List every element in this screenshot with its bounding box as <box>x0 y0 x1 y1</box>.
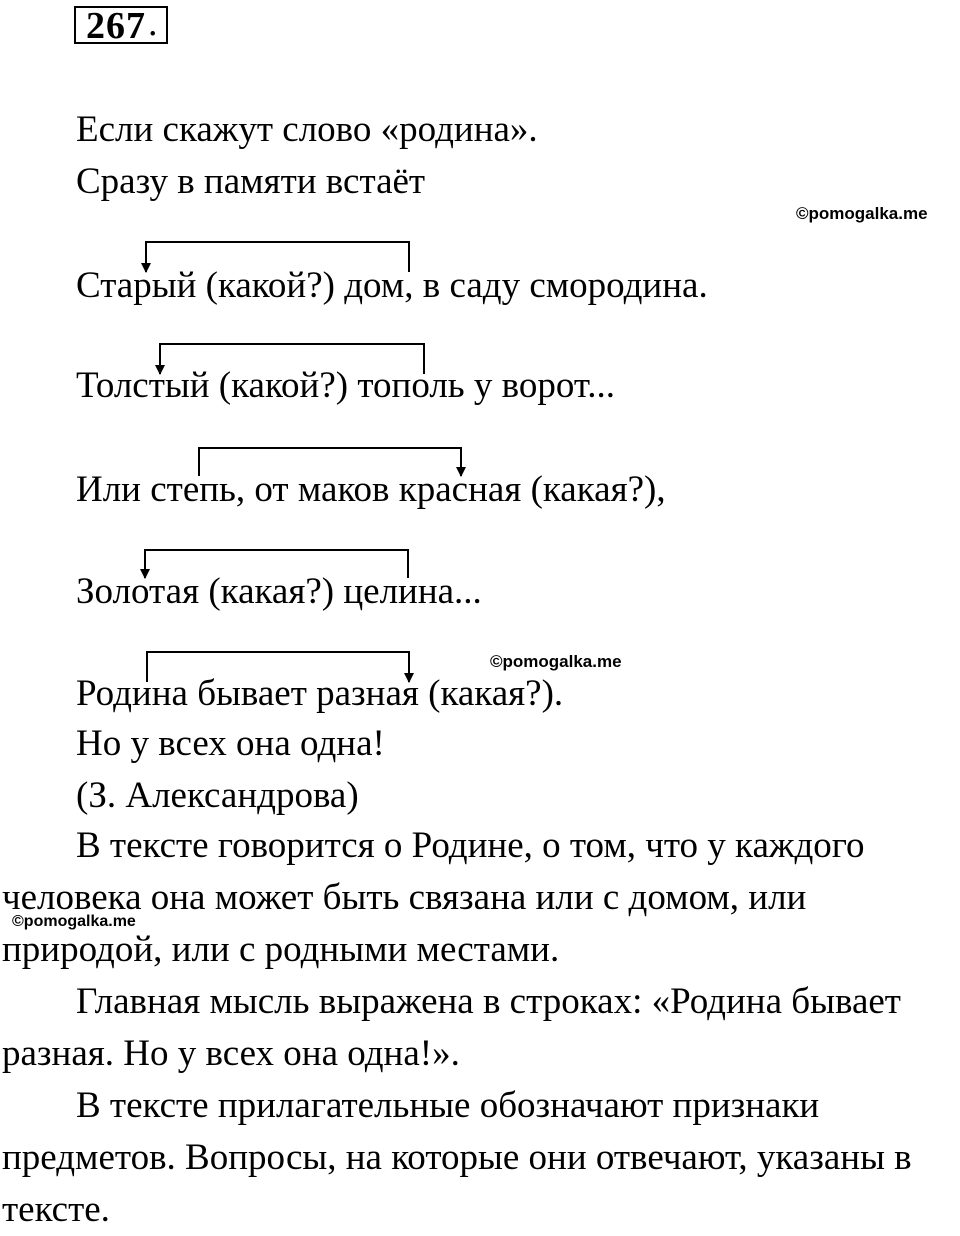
paragraph-1 <box>2 820 960 976</box>
poem-line-7: Родина бывает разная (какая?). <box>76 673 564 714</box>
paragraph-3 <box>2 1080 960 1236</box>
poem-author: (З. Александрова) <box>76 775 359 816</box>
poem-line-2: Сразу в памяти встаёт <box>76 161 426 202</box>
watermark-2: ©pomogalka.me <box>490 652 622 671</box>
poem-line-5: Или степь, от маков красная (какая?), <box>76 469 666 510</box>
exercise-number: 267 <box>86 5 146 47</box>
poem-line-3: Старый (какой?) дом, в саду смородина. <box>76 265 708 306</box>
exercise-number-dot: . <box>148 2 158 44</box>
paragraph-3-text: В тексте прилагательные обозначают признаки предметов. Вопросы, на которые они отвечают, указаны в тексте. <box>2 1085 912 1230</box>
poem-line-1: Если скажут слово «родина». <box>76 109 538 150</box>
paragraph-2 <box>2 976 960 1080</box>
poem-line-4: Толстый (какой?) тополь у ворот... <box>76 365 616 406</box>
paragraph-2-text: Главная мысль выражена в строках: «Родина бывает разная. Но у всех она одна!». <box>2 981 901 1074</box>
watermark-1: ©pomogalka.me <box>796 204 928 223</box>
poem-line-8: Но у всех она одна! <box>76 723 385 764</box>
poem-line-6: Золотая (какая?) целина... <box>76 571 482 612</box>
paragraph-1-text: В тексте говорится о Родине, о том, что у каждого человека она может быть связана или с домом, или природой, или с родными местами. <box>2 825 865 970</box>
watermark-3: ©pomogalka.me <box>12 913 136 930</box>
